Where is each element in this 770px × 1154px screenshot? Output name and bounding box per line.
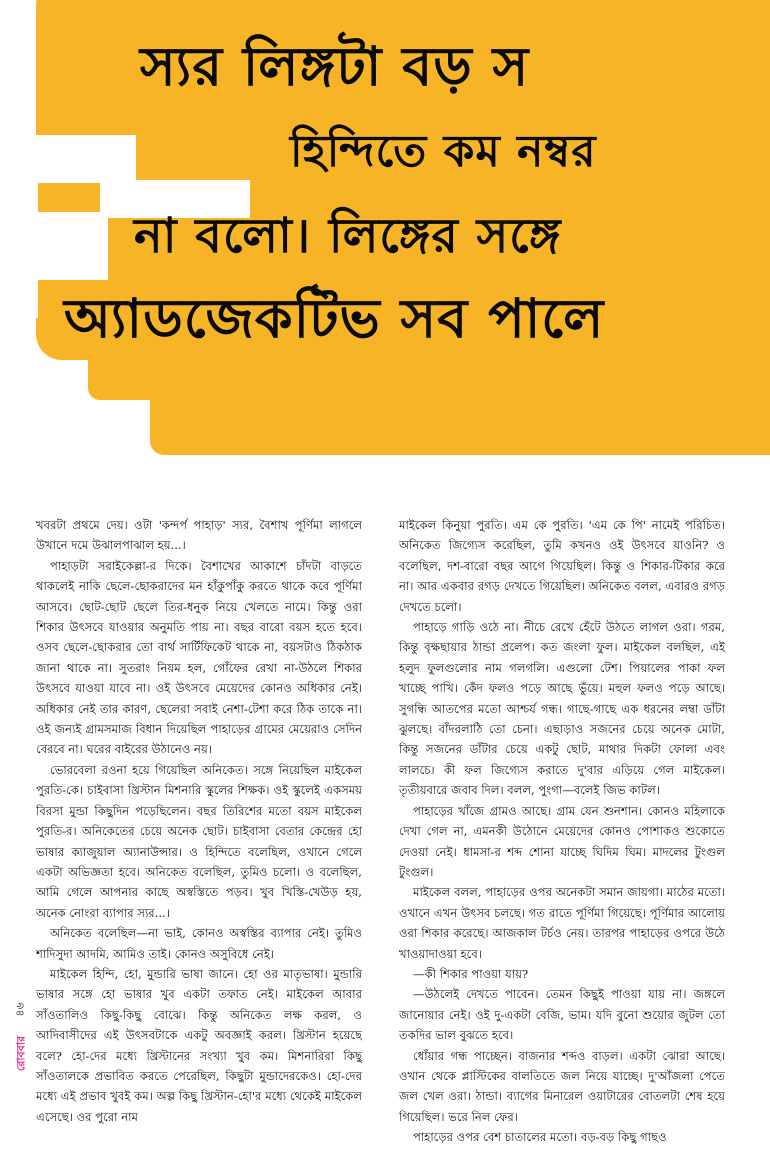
headline-word: লিঙ্গটা বড় স — [242, 35, 530, 98]
headline-highlight-letter: স — [400, 287, 438, 350]
headline-word: হিন্দিতে কম নম্বর — [290, 126, 597, 177]
headline-banner — [0, 0, 770, 460]
paragraph: —উঠলেই দেখতে পাবেন। তেমন কিছুই পাওয়া যায় না। জঙ্গলে জানোয়ার নেই। ওই দু-একটা বেজি, ভাম। যদি বুনো শুয়োর জুটল তো তকদির ভাল বুঝতে হবে। — [399, 987, 725, 1043]
headline-line-1 — [140, 35, 530, 98]
paragraph: পাহাড়ে গাড়ি ওঠে না। নীচে রেখে হেঁটে উঠতে লাগল ওরা। গরম, কিন্তু বৃক্ষছায়ার ঠান্ডা প্রলেপ। কত জংলা ফুল। মাইকেল বলছিল, এই হলুদ ফুলগুলোর নাম গলগলি। এগুলো টেশ। পিয়ালের পাকা ফল খাচ্ছে পাখি। কেঁদ ফলও পড়ে আছে ভুঁয়ে। মহুল ফলও পড়ে আছে। সুগন্ধি আতপের মতো আশ্চর্য গন্ধ। গাছে-গাছে এক ধরনের লম্বা ডাঁটা ঝুলছে। বাঁদরলাঠি তো চেনা। এছাড়াও সজনের চেয়ে অনেক মোটা, কিন্তু সজনের ডাঁটার চেয়ে একটু ছোট, মাথার দিকটা ফোলা এবং লালচে। কী ফল জিগ্যেস করাতে দু'বার এড়িয়ে গেল মাইকেল। তৃতীয়বারে জবাব দিল। বলল, পুংগা—বলেই জিভ কাটল। — [399, 620, 725, 798]
headline-word: অ্যাডজেকটিভ — [64, 287, 401, 350]
article-column-left — [36, 515, 362, 1127]
banner-gap — [0, 158, 38, 318]
paragraph: মাইকেল হিন্দি, হো, মুন্ডারি ভাষা জানে। হো ওর মাতৃভাষা। মুন্ডারি ভাষার সঙ্গে হো ভাষার খুব একটা তফাত নেই। মাইকেল আবার সাঁওতালিও কিছু-কিছু বোঝে। কিন্তু অনিকেত লক্ষ করল, ও আদিবাসীদের এই উৎসবটাকে একটু অবজ্ঞাই করল। খ্রিস্টান হয়েছে বলে? হো-দের মধ্যে খ্রিস্টানের সংখ্যা খুব কম। মিশনারিরা কিছু সাঁওতালকে প্রভাবিত করতে পেরেছিল, কিছুটা মুন্ডাদেরকেও। হো-দের মধ্যে এই প্রভাব খুবই কম। অল্প কিছু খ্রিস্টান-হো'র মধ্যে থেকেই মাইকেল এসেছে। ওর পুরো নাম — [36, 966, 362, 1124]
headline-line-4 — [64, 287, 605, 350]
paragraph: ধোঁয়ার গন্ধ পাচ্ছেন। বাজনার শব্দও বাড়ল। একটা ঝোরা আছে। ওখান থেকে প্লাস্টিকের বালতিতে জল নিয়ে যাচ্ছে। দু'আঁজলা পেতে জল খেল ওরা। ঠান্ডা। ব্যাগের মিনারেল ওয়াটারের বোতলটা শেষ হয়ে গিয়েছিল। ভরে নিল ফের। — [399, 1048, 725, 1124]
banner-gap — [38, 212, 108, 280]
paragraph: অনিকেত বলেছিল—না ভাই, কোনও অস্বস্তির ব্যাপার নেই। তুমিও শাদিসুদা আদমি, আমিও তাই। কোনও অসুবিধে নেই। — [36, 926, 362, 961]
headline-line-3 — [134, 208, 562, 264]
headline-word: না বলো। লিঙ্গের — [134, 208, 477, 264]
paragraph: মাইকেল বলল, পাহাড়ের ওপর অনেকটা সমান জায়গা। মাঠের মতো। ওখানে এখন উৎসব চলছে। গত রাতে পূর্ণিমা গিয়েছে। পূর্ণিমার আলোয় ওরা শিকার করেছে। আজকাল টর্চও নেয়। তারপর পাহাড়ের ওপরে উঠে খাওয়াদাওয়া হবে। — [399, 885, 725, 961]
paragraph: খবরটা প্রথমে দেয়। ওটা 'কন্দর্প পাহাড়' স্যর, বৈশাখ পূর্ণিমা লাগলে উখানে দমে উঝালপাঝাল হয়...। — [36, 518, 362, 553]
paragraph: পাহাড়ের ওপর বেশ চাতালের মতো। বড়-বড় কিছু গাছও — [413, 1130, 667, 1145]
magazine-name: রোববার — [14, 1035, 28, 1072]
paragraph: পাহাড়ের খাঁজে গ্রামও আছে। গ্রাম যেন শুনশান। কোনও মহিলাকে দেখা গেল না, এমনকী উঠোনে মেয়েদের কোনও পোশাকও শুকোতে দেওয়া নেই। ধামসা-র শব্দ শোনা যাচ্ছে ঘিদিম ঘিম। মাদলের টুংগুল টুংগুল। — [399, 803, 725, 879]
paragraph: মাইকেল কিনুয়া পুরতি। এম কে পুরতি। 'এম কে পি' নামেই পরিচিত। অনিকেত জিগ্যেস করেছিল, তুমি কখনও ওই উৎসবে যাওনি? ও বলেছিল, দশ-বারো বছর আগে গিয়েছিল। কিন্তু ও শিকার-টিকার করে না। আর একবার রগড় দেখতে গিয়েছিল। অনিকেত বলল, এবারও রগড় দেখতে চলো। — [399, 518, 725, 614]
banner-gap — [36, 135, 136, 183]
headline-highlight-letter: স — [476, 208, 510, 264]
paragraph: ভোরবেলা রওনা হয়ে গিয়েছিল অনিকেত। সঙ্গে নিয়েছিল মাইকেল পুরতি-কে। চাইবাসা খ্রিস্টান মিশনারি স্কুলের শিক্ষক। ওই স্কুলেই একসময় বিরসা মুন্ডা কিছুদিন পড়েছিলেন। বছর তিরিশের মতো বয়স মাইকেল পুরতি-র। অনিকেতের চেয়ে অনেক ছোট। চাইবাসা বেতার কেন্দ্রের হো ভাষার ক্যাজুয়াল অ্যানাউন্সার। ও হিন্দিতে বলেছিল, ওখানে গেলে একটা অভিজ্ঞতা হবে। অনিকেত বলেছিল, তুমিও চলো। ও বলেছিল, আমি গেলে আপনার কাছে অস্বস্তিতে পড়ব। খুব খিস্তি-খেউড় হয়, অনেক নোংরা ব্যাপার স্যর...। — [36, 762, 362, 920]
banner-gap — [0, 0, 36, 160]
page-number: ৪৬ — [13, 1002, 27, 1017]
headline-word: স্যর — [140, 35, 243, 98]
page-folio — [10, 1000, 32, 1070]
article-column-right — [399, 515, 725, 1148]
paragraph: —কী শিকার পাওয়া যায়? — [413, 966, 529, 981]
headline-word: ঙ্গে — [509, 208, 562, 264]
headline-word: ব পালে — [437, 287, 605, 350]
paragraph: পাহাড়টা সরাইকেল্লা-র দিকে। বৈশাখের আকাশে চাঁদটা বাড়তে থাকলেই নাকি ছেলে-ছোকরাদের মন হাঁকুপাঁকু করতে থাকে কবে পূর্ণিমা আসবে। ছোট-ছোট ছেলে তির-ধনুক নিয়ে খেলতে নামে। কিন্তু ওরা শিকার উৎসবে যাওয়ার অনুমতি পায় না। বছর বারো বয়স হতে হবে। ওসব ছেলে-ছোকরার তো বার্থ সার্টিফিকেট থাকে না, বয়সটাও ঠিকঠাক জানা থাকে না। সুতরাং নিয়ম হল, গোঁফের রেখা না-উঠলে শিকার উৎসবে যাওয়া যাবে না। ওই উৎসবে মেয়েদের কোনও অধিকার নেই। অধিকার নেই তার কারণ, ছেলেরা সবাই নেশা-টেশা করে ঠিক তাকে না। ওই জন্যই গ্রামসমাজ বিধান দিয়েছিল পাহাড়ের গ্রামের মেয়েরাও সেদিন বেরবে না। ঘরের বাইরের উঠানেও নয়। — [36, 558, 362, 757]
headline-line-2 — [290, 126, 597, 177]
